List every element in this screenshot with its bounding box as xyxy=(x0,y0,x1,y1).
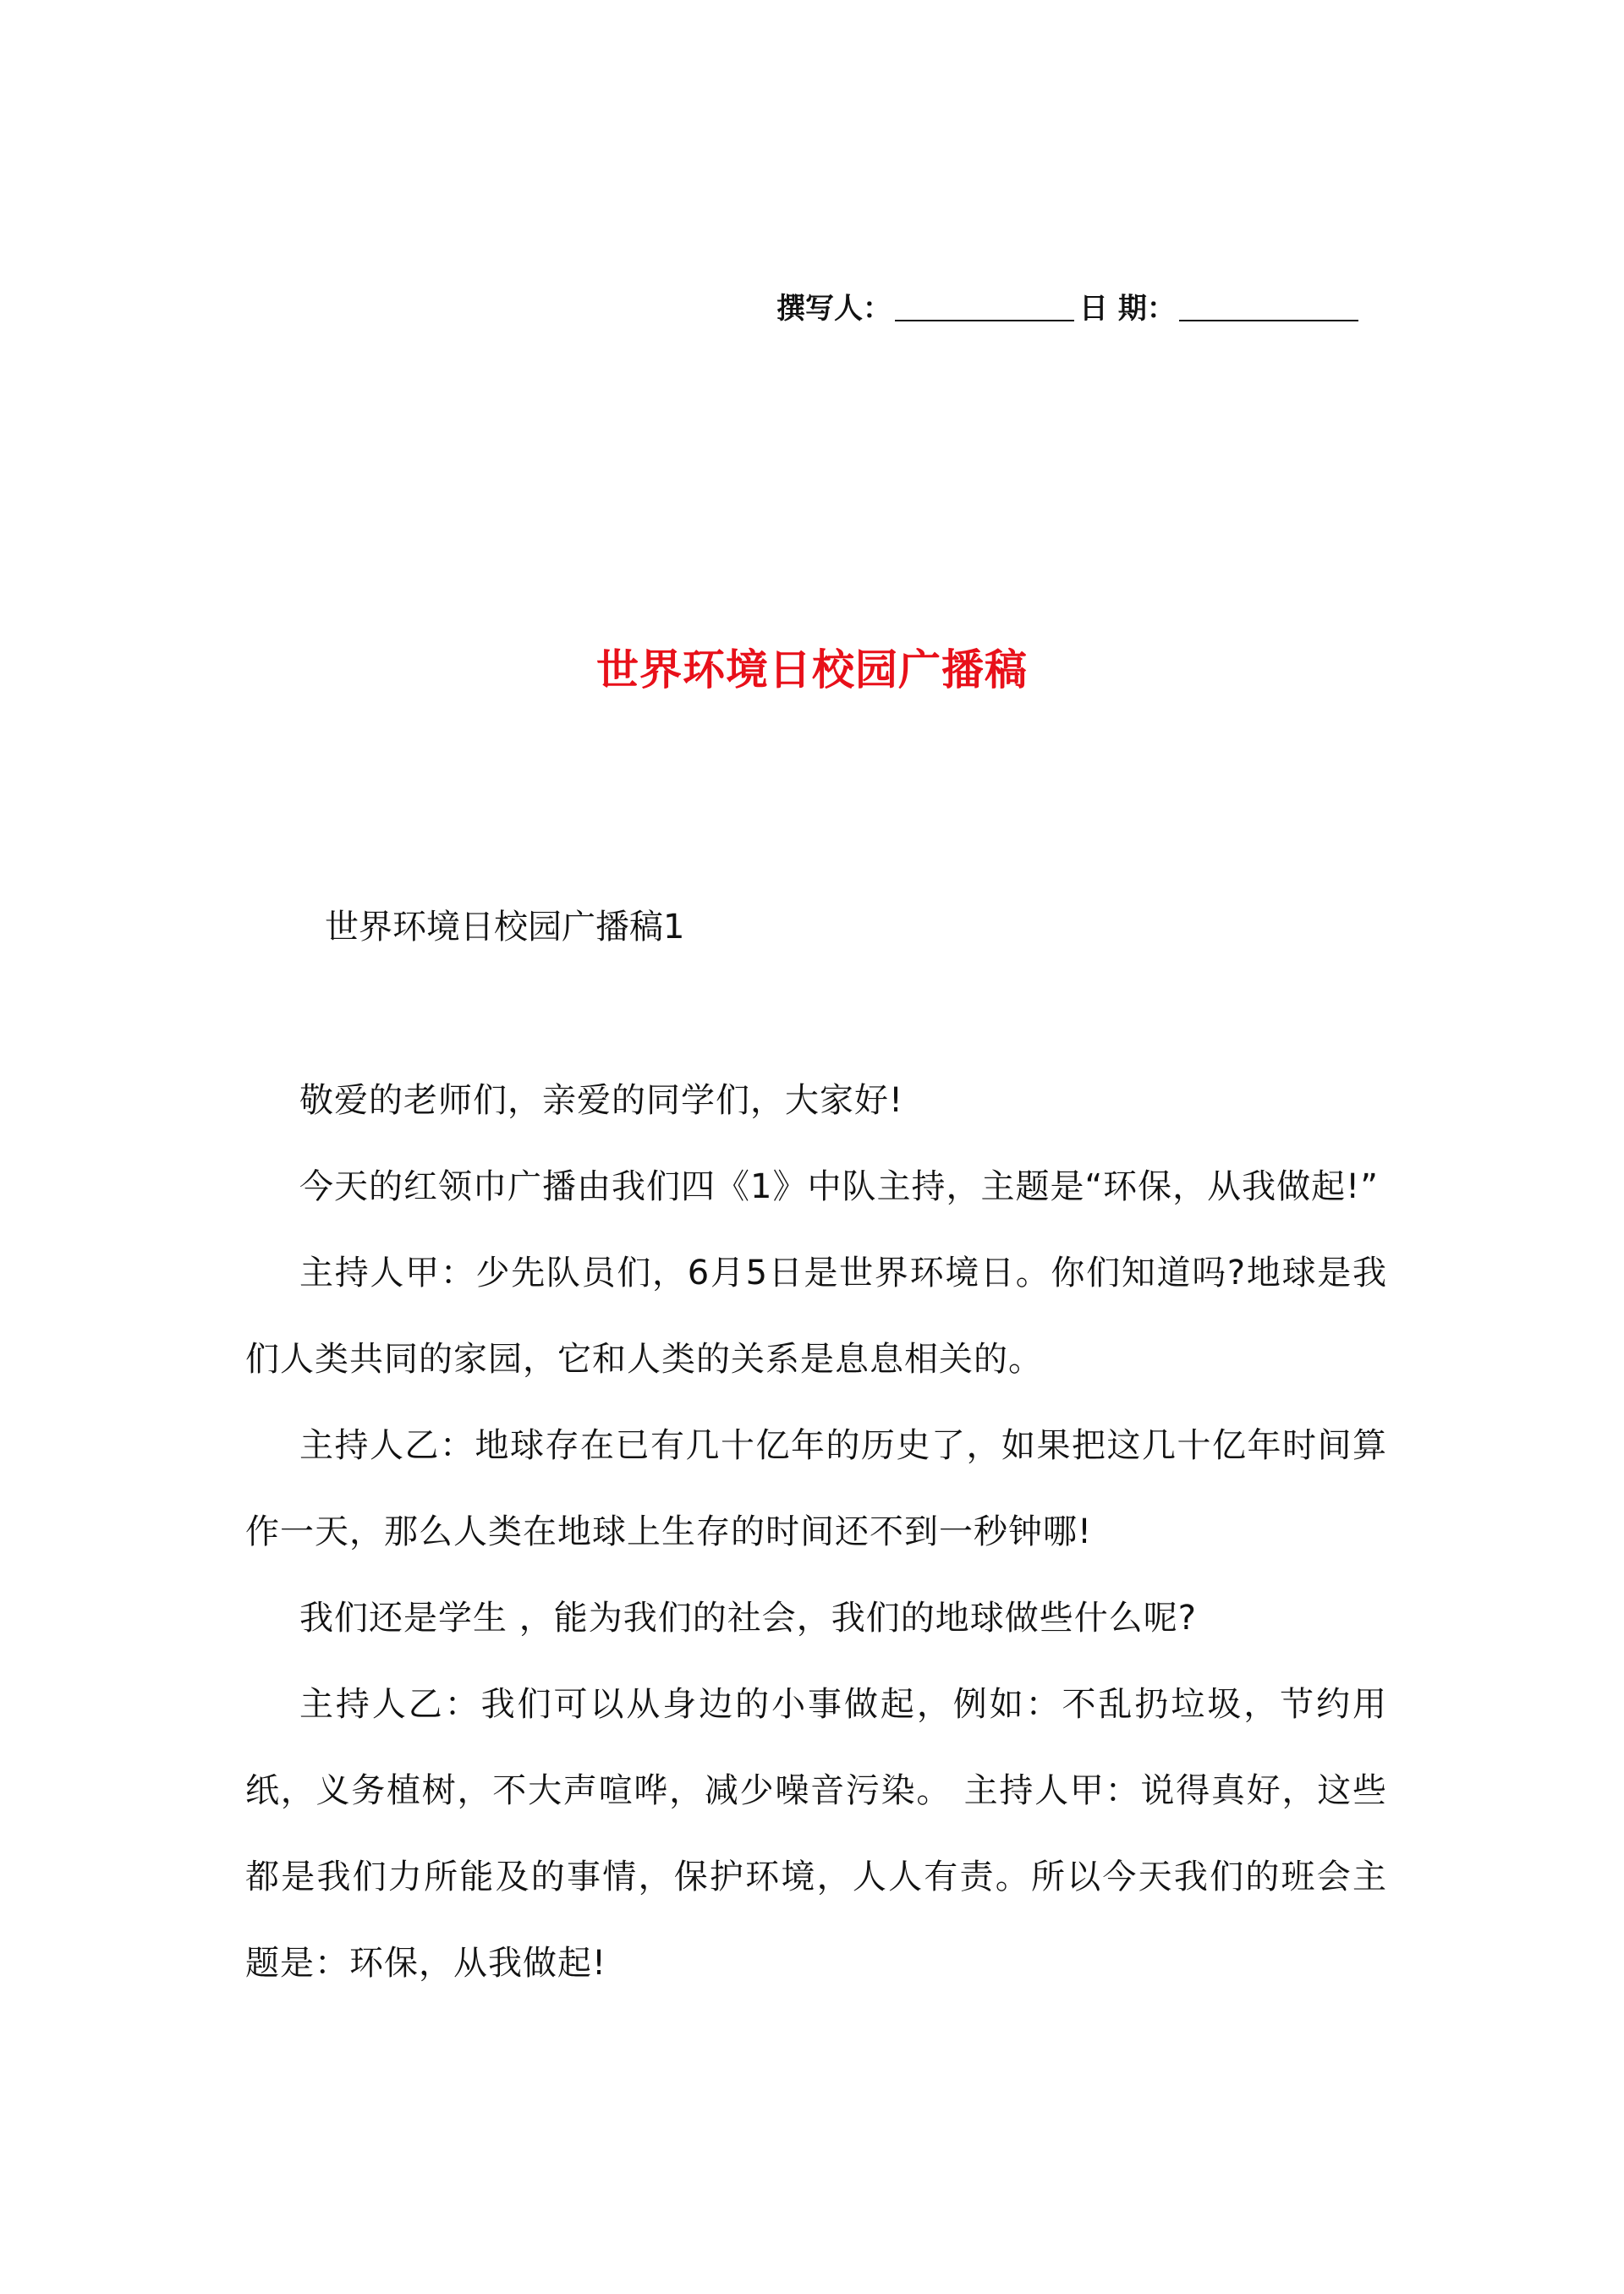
paragraph-question: 我们还是学生 ，能为我们的社会，我们的地球做些什么呢? xyxy=(299,1599,1197,1638)
author-label: 撰写人： xyxy=(776,292,892,326)
date-label: 日 期： xyxy=(1079,292,1176,326)
author-date-line xyxy=(776,284,1358,327)
date-blank-field xyxy=(1179,320,1358,321)
paragraph-intro: 今天的红领巾广播由我们四《1》中队主持，主题是“环保，从我做起!” xyxy=(299,1167,1379,1206)
document-body xyxy=(245,1057,1387,2006)
paragraph-host-b-2: 主持人乙：我们可以从身边的小事做起，例如：不乱扔垃圾，节约用纸，义务植树，不大声喧哗，减少噪音污染。 主持人甲：说得真好，这些都是我们力所能及的事情，保护环境，人人有责。所以今天我们的班会主题是：环保，从我做起! xyxy=(245,1685,1387,1983)
paragraph-greeting: 敬爱的老师们，亲爱的同学们，大家好! xyxy=(299,1081,904,1120)
author-blank-field xyxy=(895,320,1074,321)
section-title: 世界环境日校园广播稿1 xyxy=(325,908,685,947)
paragraph-host-b-1: 主持人乙：地球存在已有几十亿年的历史了，如果把这几十亿年时间算作一天，那么人类在地球上生存的时间还不到一秒钟哪! xyxy=(245,1426,1387,1551)
document-title: 世界环境日校园广播稿 xyxy=(596,645,1028,694)
paragraph-host-a-1: 主持人甲：少先队员们，6月5日是世界环境日。你们知道吗?地球是我们人类共同的家园，它和人类的关系是息息相关的。 xyxy=(245,1254,1387,1379)
